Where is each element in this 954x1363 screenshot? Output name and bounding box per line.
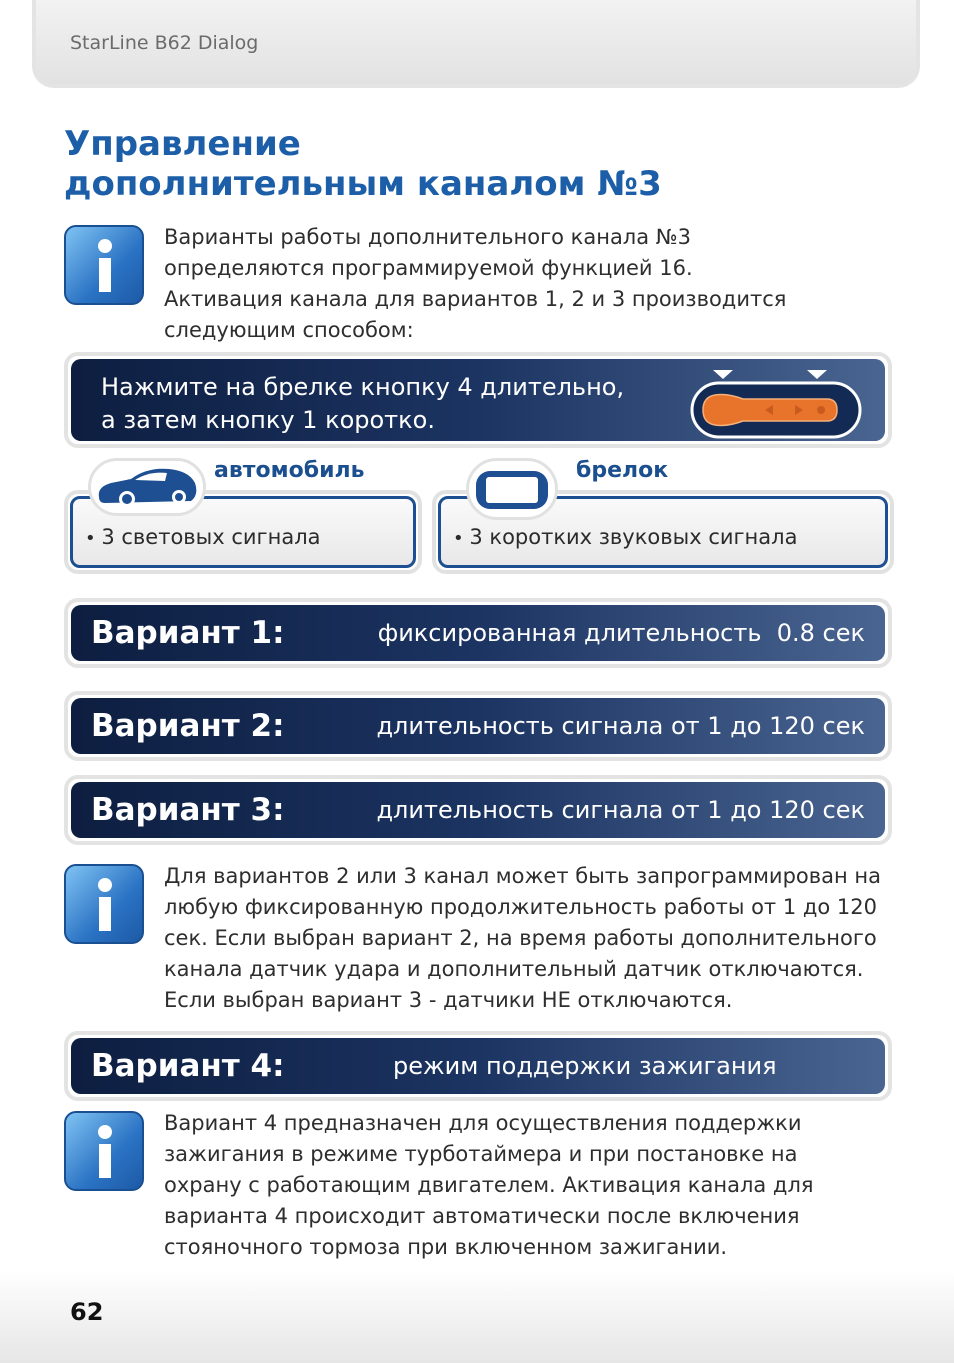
variant-label: Вариант 2: bbox=[91, 708, 285, 744]
text-line: Для вариантов 2 или 3 канал может быть запрограммирован на bbox=[164, 864, 881, 888]
title-line: Управление bbox=[64, 124, 301, 164]
fob-signal-item: • 3 коротких звуковых сигнала bbox=[438, 496, 888, 568]
info-icon bbox=[64, 864, 144, 944]
instruction-text bbox=[101, 371, 624, 437]
variant-desc: фиксированная длительность 0.8 сек bbox=[377, 619, 865, 647]
variant-label: Вариант 1: bbox=[91, 615, 285, 651]
key-fob-icon bbox=[466, 458, 558, 520]
text-line: варианта 4 происходит автоматически после включения bbox=[164, 1204, 800, 1228]
key-fob-buttons-icon bbox=[687, 367, 867, 439]
text-line: Вариант 4 предназначен для осуществления поддержки bbox=[164, 1111, 802, 1135]
car-icon bbox=[88, 458, 206, 516]
text-line: любую фиксированную продолжительность работы от 1 до 120 bbox=[164, 895, 878, 919]
variant-label: Вариант 4: bbox=[91, 1048, 285, 1084]
doc-title: StarLine B62 Dialog bbox=[70, 32, 259, 54]
text-line: определяются программируемой функцией 16. bbox=[164, 256, 693, 280]
car-signal-item: • 3 световых сигнала bbox=[70, 496, 416, 568]
text-line: стояночного тормоза при включенном зажигании. bbox=[164, 1235, 728, 1259]
text-line: канала датчик удара и дополнительный датчик отключаются. bbox=[164, 957, 864, 981]
page-footer-bg bbox=[0, 1270, 954, 1363]
variant-label: Вариант 3: bbox=[91, 792, 285, 828]
text-line: сек. Если выбран вариант 2, на время работы дополнительного bbox=[164, 926, 877, 950]
variant-2-bar bbox=[64, 691, 892, 761]
intro-text bbox=[164, 222, 786, 346]
variant-1-bar bbox=[64, 598, 892, 668]
text-line: Активация канала для вариантов 1, 2 и 3 производится bbox=[164, 287, 787, 311]
car-signal-title: автомобиль bbox=[214, 458, 365, 483]
variant-desc: длительность сигнала от 1 до 120 сек bbox=[376, 712, 865, 740]
text-line: а затем кнопку 1 коротко. bbox=[101, 406, 435, 434]
note-variant-4 bbox=[164, 1108, 814, 1263]
note-variants-2-3 bbox=[164, 861, 881, 1016]
text-line: Нажмите на брелке кнопку 4 длительно, bbox=[101, 373, 625, 401]
text-line: следующим способом: bbox=[164, 318, 414, 342]
page-header bbox=[32, 0, 920, 88]
info-icon bbox=[64, 225, 144, 305]
instruction-banner bbox=[64, 352, 892, 448]
page-title bbox=[64, 124, 662, 204]
title-line: дополнительным каналом №3 bbox=[64, 164, 662, 204]
variant-desc: режим поддержки зажигания bbox=[393, 1052, 777, 1080]
variant-4-bar bbox=[64, 1031, 892, 1101]
page-number: 62 bbox=[70, 1298, 104, 1326]
text-line: Если выбран вариант 3 - датчики НЕ отключаются. bbox=[164, 988, 733, 1012]
variant-desc: длительность сигнала от 1 до 120 сек bbox=[376, 796, 865, 824]
fob-signal-title: брелок bbox=[576, 458, 669, 483]
variant-3-bar bbox=[64, 775, 892, 845]
text-line: зажигания в режиме турботаймера и при постановке на bbox=[164, 1142, 798, 1166]
text-line: Варианты работы дополнительного канала №3 bbox=[164, 225, 691, 249]
info-icon bbox=[64, 1111, 144, 1191]
text-line: охрану с работающим двигателем. Активация канала для bbox=[164, 1173, 814, 1197]
